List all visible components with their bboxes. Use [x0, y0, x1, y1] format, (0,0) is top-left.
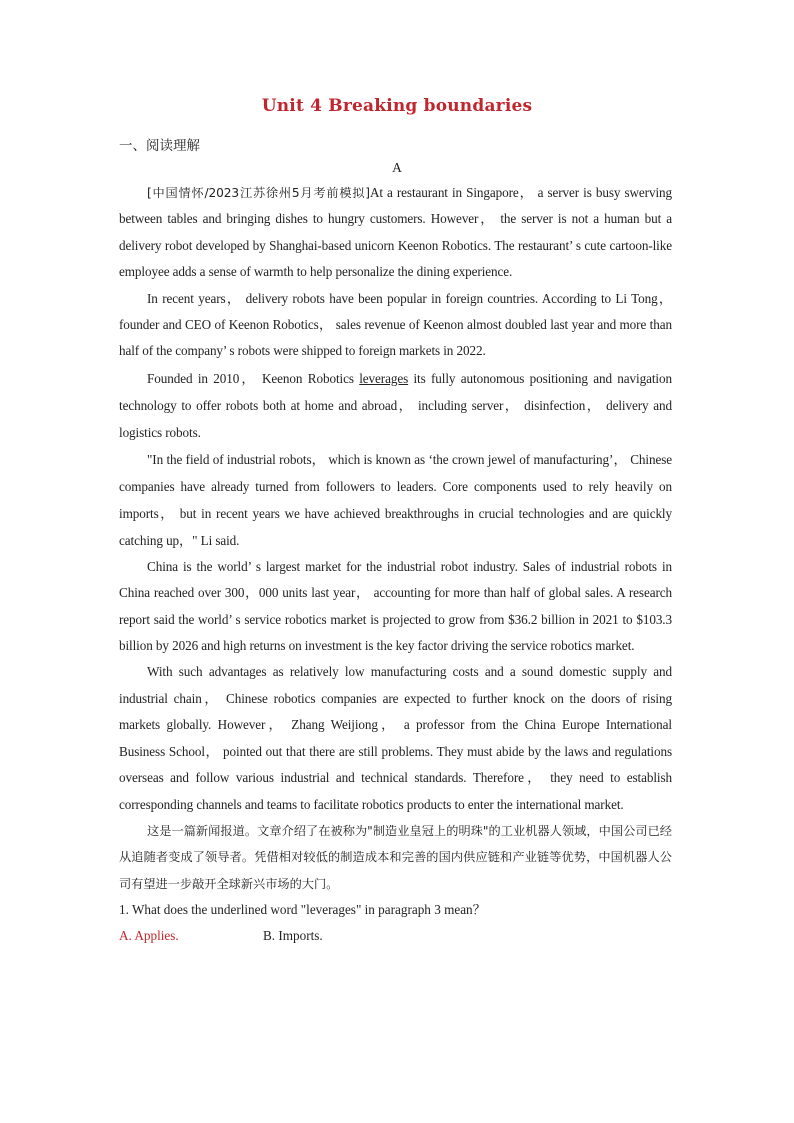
- section-heading: 一、阅读理解: [119, 138, 200, 154]
- paragraph-3: [119, 365, 672, 446]
- passage-label: A: [392, 160, 402, 175]
- unit-title: Unit 4 Breaking boundaries: [261, 96, 533, 116]
- underlined-word: leverages: [359, 370, 409, 386]
- paragraph-5: China is the world’ s largest market for the industrial robot industry. Sales of industrial robots in China reached over 300，000 units last year， accounting for more than half of global sales. A research report said the world’ s service robotics market is projected to grow from $36.2 billion in 2021 to $103.3 billion by 2026 and high returns on investment is the key factor driving the service robotics market.: [119, 558, 672, 654]
- chinese-summary: 这是一篇新闻报道。文章介绍了在被称为"制造业皇冠上的明珠"的工业机器人领域，中国公司已经从追随者变成了领导者。凭借相对较低的制造成本和完善的国内供应链和产业链等优势，中国机器人公司有望进一步敲开全球新兴市场的大门。: [119, 823, 672, 891]
- paragraph-6: With such advantages as relatively low manufacturing costs and a sound domestic supply and industrial chain， Chinese robotics companies are expected to further knock on the doors of rising markets globally. However， Zhang Weijiong， a professor from the China Europe International Business School， pointed out that there are still problems. They must abide by the laws and regulations overseas and follow various industrial and technical standards. Therefore， they need to establish corresponding channels and teams to facilitate robotics products to enter the international market.: [119, 664, 672, 812]
- paragraph-1-text: At a restaurant in Singapore， a server is busy swerving between tables and bringing dishes to hungry customers. However， the server is not a human but a delivery robot developed by Shanghai-based unicorn Keenon Robotics. The restaurant’ s cute cartoon-like employee adds a sense of warmth to help personalize the dining experience.: [119, 185, 672, 280]
- paragraph-2: In recent years， delivery robots have been popular in foreign countries. According to Li Tong， founder and CEO of Keenon Robotics， sales revenue of Keenon almost doubled last year and more than half of the company’ s robots were shipped to foreign markets in 2022.: [119, 290, 672, 359]
- option-a: A. Applies.: [119, 928, 179, 944]
- paragraph-1: [119, 180, 672, 286]
- paragraph-4: "In the field of industrial robots， which is known as ‘the crown jewel of manufacturing’， Chinese companies have already turned from followers to leaders. Core components used to rely heavily on imports， but in recent years we have achieved breakthroughs in crucial technologies and are quickly catching up，" Li said.: [119, 451, 672, 548]
- passage-body: [119, 180, 672, 949]
- source-tag: [中国情怀/2023江苏徐州5月考前模拟]: [147, 186, 370, 200]
- paragraph-3-end: its fully autonomous positioning and navigation technology to offer robots both at home and abroad， including server， disinfection， delivery and logistics robots.: [119, 370, 672, 440]
- question-1-options: [119, 923, 672, 949]
- paragraph-3-start: Founded in 2010， Keenon Robotics: [147, 370, 360, 386]
- option-b: B. Imports.: [263, 928, 323, 944]
- question-1: 1. What does the underlined word "leverages" in paragraph 3 mean？: [119, 902, 486, 918]
